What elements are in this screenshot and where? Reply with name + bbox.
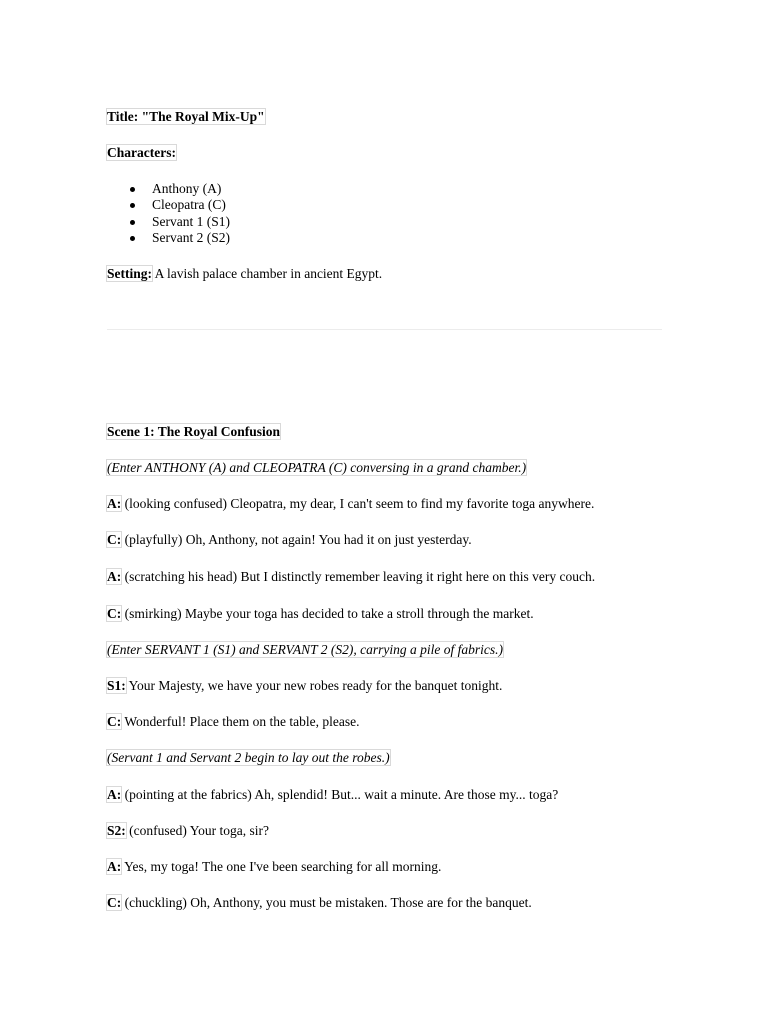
dialogue-line bbox=[107, 822, 269, 840]
section-divider bbox=[107, 329, 662, 330]
character-item: Cleopatra (C) bbox=[107, 197, 230, 213]
dialogue-line bbox=[107, 531, 472, 549]
speaker-label: C: bbox=[107, 532, 122, 547]
dialogue-text: (confused) Your toga, sir? bbox=[125, 823, 269, 838]
stage-direction-text: (Servant 1 and Servant 2 begin to lay out the robes.) bbox=[107, 750, 390, 765]
characters-heading: Characters: bbox=[107, 145, 176, 160]
scene-heading-line bbox=[107, 423, 280, 441]
dialogue-text: Your Majesty, we have your new robes ready for the banquet tonight. bbox=[125, 678, 503, 693]
stage-direction-text: (Enter ANTHONY (A) and CLEOPATRA (C) conversing in a grand chamber.) bbox=[107, 460, 527, 475]
character-item: Anthony (A) bbox=[107, 181, 230, 197]
dialogue-text: (smirking) Maybe your toga has decided to take a stroll through the market. bbox=[121, 606, 534, 621]
dialogue-line bbox=[107, 568, 595, 586]
character-item: Servant 1 (S1) bbox=[107, 214, 230, 230]
setting-line bbox=[107, 265, 382, 283]
dialogue-line bbox=[107, 605, 534, 623]
dialogue-text: (pointing at the fabrics) Ah, splendid! But... wait a minute. Are those my... toga? bbox=[121, 787, 559, 802]
speaker-label: C: bbox=[107, 895, 122, 910]
speaker-label: S1: bbox=[107, 678, 126, 693]
title-line bbox=[107, 108, 265, 126]
speaker-label: A: bbox=[107, 787, 122, 802]
play-title: Title: "The Royal Mix-Up" bbox=[107, 109, 265, 124]
dialogue-line bbox=[107, 786, 558, 804]
speaker-label: S2: bbox=[107, 823, 126, 838]
stage-direction-text: (Enter SERVANT 1 (S1) and SERVANT 2 (S2), carrying a pile of fabrics.) bbox=[107, 642, 503, 657]
stage-direction bbox=[107, 749, 390, 767]
speaker-label: C: bbox=[107, 714, 122, 729]
stage-direction bbox=[107, 641, 503, 659]
dialogue-line bbox=[107, 713, 359, 731]
setting-text: A lavish palace chamber in ancient Egypt. bbox=[152, 266, 383, 281]
speaker-label: A: bbox=[107, 859, 122, 874]
speaker-label: C: bbox=[107, 606, 122, 621]
dialogue-text: (scratching his head) But I distinctly remember leaving it right here on this very couch. bbox=[121, 569, 596, 584]
character-item: Servant 2 (S2) bbox=[107, 230, 230, 246]
dialogue-text: (playfully) Oh, Anthony, not again! You had it on just yesterday. bbox=[121, 532, 472, 547]
speaker-label: A: bbox=[107, 569, 122, 584]
scene-heading: Scene 1: The Royal Confusion bbox=[107, 424, 281, 439]
dialogue-line bbox=[107, 858, 441, 876]
dialogue-line bbox=[107, 495, 594, 513]
dialogue-line bbox=[107, 677, 502, 695]
speaker-label: A: bbox=[107, 496, 122, 511]
dialogue-text: Wonderful! Place them on the table, please. bbox=[121, 714, 360, 729]
stage-direction bbox=[107, 459, 526, 477]
dialogue-text: (looking confused) Cleopatra, my dear, I can't seem to find my favorite toga anywhere. bbox=[121, 496, 595, 511]
dialogue-text: (chuckling) Oh, Anthony, you must be mistaken. Those are for the banquet. bbox=[121, 895, 532, 910]
characters-heading-line bbox=[107, 144, 176, 162]
dialogue-text: Yes, my toga! The one I've been searching for all morning. bbox=[121, 859, 442, 874]
setting-label: Setting: bbox=[107, 266, 152, 281]
dialogue-line bbox=[107, 894, 532, 912]
characters-list bbox=[107, 181, 230, 246]
